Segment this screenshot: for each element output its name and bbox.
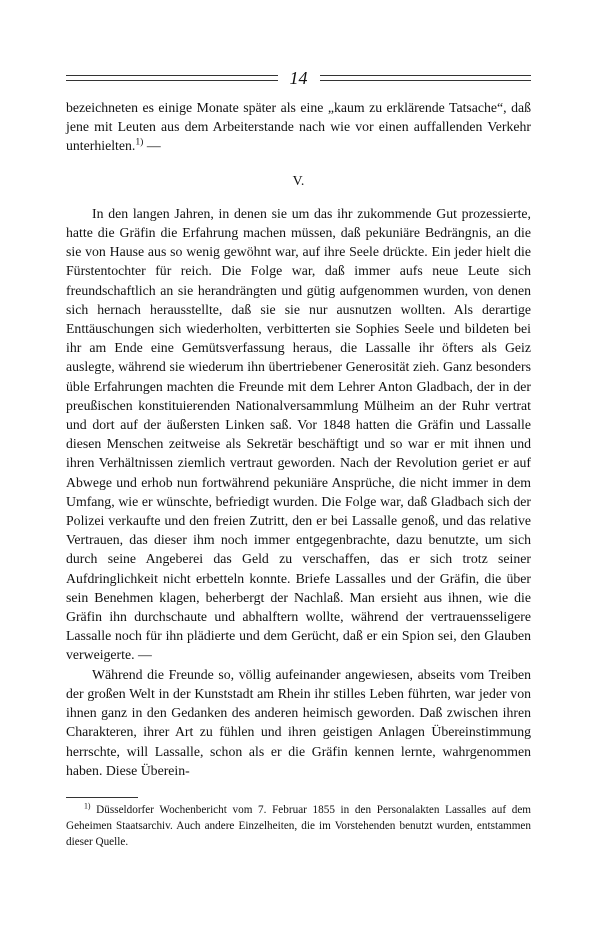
footnote-text: Düsseldorfer Wochenbericht vom 7. Februar 1855 in den Personalakten Lassalles auf dem Geheimen Staatsarchiv. Auch andere Einzelheiten, die im Vorstehenden benutzt wurden, entstammen dieser Quelle. — [66, 804, 531, 848]
paragraph-end: — — [143, 138, 161, 154]
footnote — [66, 802, 531, 850]
footnote-reference: 1) — [135, 136, 144, 148]
paragraph: Während die Freunde so, völlig aufeinander angewiesen, abseits vom Treiben der großen Welt in der Kunststadt am Rhein ihr stilles Leben führten, war jeder von ihnen ganz in den Gedanken des anderen heimisch geworden. Daß zwischen ihren Charakteren, ihrer Art zu fühlen und ihren geistigen Anlagen Übereinstimmung herrschte, will Lassalle, schon als er die Gräfin kennen lernte, wahrgenommen haben. Diese Überein- — [66, 666, 531, 778]
paragraph: In den langen Jahren, in denen sie um das ihr zukommende Gut prozessierte, hatte die Gräfin die Erfahrung machen müssen, daß pekuniäre Bedrängnis, an die sie von Hause aus so wenig gewöhnt war, auf ihre Seele drückte. Ein jeder hielt die Fürstentochter für reich. Die Folge war, daß immer aufs neue Leute sich freundschaftlich an sie herandrängten und gütig aufgenommen wurden, von denen sich hernach herausstellte, daß sie sie nur ausnutzen wollten. Als derartige Enttäuschungen sich wiederholten, verbitterten sie Sophies Seele und bildeten bei ihr am Ende eine Gemütsverfassung heraus, die Lassalle ihr öfters als Geiz auslegte, während sie wiederum ihn übertriebener Generosität zieh. Ganz besonders üble Erfahrungen machten die Freunde mit dem Lehrer Anton Gladbach, der in der preußischen konstituierenden Nationalversammlung Mülheim an der Ruhr vertrat und dort auf der äußersten Linken saß. Vor 1848 hatten die Gräfin und Lassalle diesen Menschen zeitweise als Sekretär beschäftigt und so war er mit ihnen und ihren Verhältnissen ziemlich vertraut geworden. Nach der Revolution geriet er auf Abwege und erhob nun fortwährend pekuniäre Ansprüche, die nicht immer in dem Umfang, wie er wünschte, befriedigt wurden. Die Folge war, daß Gladbach sich der Polizei verkaufte und den freien Zutritt, den er bei Lassalle genoß, und das relative Vertrauen, das dieser ihm noch immer entgegenbrachte, dazu benutzte, um sich durch seine Angeberei das Geld zu verschaffen, das er sich trotz seiner Aufdringlichkeit nicht erbetteln konnte. Briefe Lassalles und der Gräfin, die über sein Benehmen klagen, beherbergt der Nachlaß. Man ersieht aus ihnen, wie die Gräfin ihn durchschaute und abhalftern wollte, während der vertrauensseligere Lassalle noch für ihn plädierte und dem Gerücht, daß er ein Spion sei, den Glauben verweigerte. — — [66, 205, 531, 663]
footnote-separator — [66, 797, 138, 798]
footnote-marker: 1) — [84, 801, 91, 811]
paragraph-continued — [66, 98, 531, 156]
paragraph-text: bezeichneten es einige Monate später als eine „kaum zu erklärende Tatsache“, daß jene mit Leuten aus dem Arbeiterstande nach wie vor einen auffallenden Verkehr unterhielten. — [66, 100, 531, 154]
section-heading: V. — [292, 172, 305, 188]
page-number: 14 — [289, 68, 308, 88]
page-header — [66, 66, 531, 90]
header-rule-left — [66, 75, 278, 81]
header-rule-right — [320, 75, 532, 81]
page-body — [66, 98, 531, 780]
